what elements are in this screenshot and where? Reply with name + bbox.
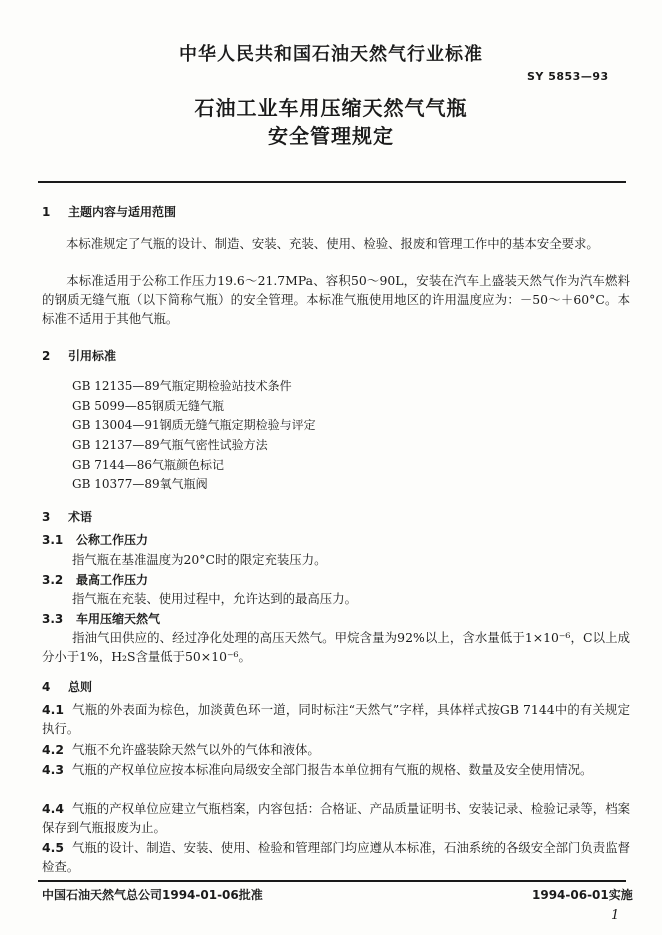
section-2-heading [42, 347, 116, 364]
document-title-line-2: 安全管理规定 [268, 124, 394, 148]
approval-statement: 中国石油天然气总公司1994-01-06批准 [42, 888, 263, 902]
reference-item: GB 10377—89氧气瓶阀 [72, 477, 208, 491]
term-3-1-heading: 3.1 公称工作压力 [42, 533, 149, 547]
term-3-2-definition: 指气瓶在充装、使用过程中，允许达到的最高压力。 [72, 591, 357, 606]
effective-date: 1994-06-01实施 [532, 888, 633, 902]
section-title: 引用标准 [68, 349, 117, 363]
issuing-authority-title: 中华人民共和国石油天然气行业标准 [179, 44, 483, 65]
footer-rule [38, 880, 626, 882]
section-number: 1 [42, 205, 51, 219]
term-3-2-heading: 3.2 最高工作压力 [42, 573, 149, 587]
reference-item: GB 5099—85钢质无缝气瓶 [72, 399, 225, 413]
section-1-paragraph-2: 本标准适用于公称工作压力19.6～21.7MPa、容积50～90L，安装在汽车上盛装天然气作为汽车燃料的钢质无缝气瓶（以下简称气瓶）的安全管理。本标准气瓶使用地区的许用温度应为：－50～＋60°C。本标准不适用于其他气瓶。 [42, 273, 630, 326]
section-1-heading [42, 203, 176, 220]
document-title-line-1: 石油工业车用压缩天然气气瓶 [194, 96, 468, 120]
section-number: 4 [42, 680, 51, 694]
section-4-heading [42, 678, 92, 695]
page-number: 1 [611, 908, 620, 923]
standard-code: SY 5853—93 [527, 70, 609, 83]
term-3-1-definition: 指气瓶在基准温度为20°C时的限定充装压力。 [72, 552, 327, 567]
clause-4-5: 4.5 气瓶的设计、制造、安装、使用、检验和管理部门均应遵从本标准，石油系统的各级安全部门负责监督检查。 [42, 840, 630, 874]
reference-item: GB 12135—89气瓶定期检验站技术条件 [72, 379, 292, 393]
section-number: 2 [42, 349, 51, 363]
section-title: 术语 [68, 510, 93, 524]
clause-4-3: 4.3 气瓶的产权单位应按本标准向局级安全部门报告本单位拥有气瓶的规格、数量及安全使用情况。 [42, 762, 593, 777]
section-number: 3 [42, 510, 51, 524]
reference-item: GB 12137—89气瓶气密性试验方法 [72, 438, 268, 452]
clause-4-1: 4.1 气瓶的外表面为棕色，加淡黄色环一道，同时标注“天然气”字样，具体样式按GB 7144中的有关规定执行。 [42, 702, 630, 736]
clause-4-4: 4.4 气瓶的产权单位应建立气瓶档案，内容包括：合格证、产品质量证明书、安装记录、检验记录等，档案保存到气瓶报废为止。 [42, 801, 630, 835]
term-3-3-heading: 3.3 车用压缩天然气 [42, 612, 161, 626]
reference-item: GB 7144—86气瓶颜色标记 [72, 458, 225, 472]
section-3-heading [42, 508, 92, 525]
term-3-3-definition: 指油气田供应的、经过净化处理的高压天然气。甲烷含量为92%以上，含水量低于1×10⁻⁶，C以上成分小于1%，H₂S含量低于50×10⁻⁶。 [42, 630, 630, 664]
header-rule [38, 181, 626, 183]
reference-item: GB 13004—91钢质无缝气瓶定期检验与评定 [72, 418, 316, 432]
section-title: 主题内容与适用范围 [68, 205, 177, 219]
section-1-paragraph-1: 本标准规定了气瓶的设计、制造、安装、充装、使用、检验、报废和管理工作中的基本安全要求。 [66, 236, 599, 251]
section-title: 总则 [68, 680, 93, 694]
clause-4-2: 4.2 气瓶不允许盛装除天然气以外的气体和液体。 [42, 742, 320, 757]
